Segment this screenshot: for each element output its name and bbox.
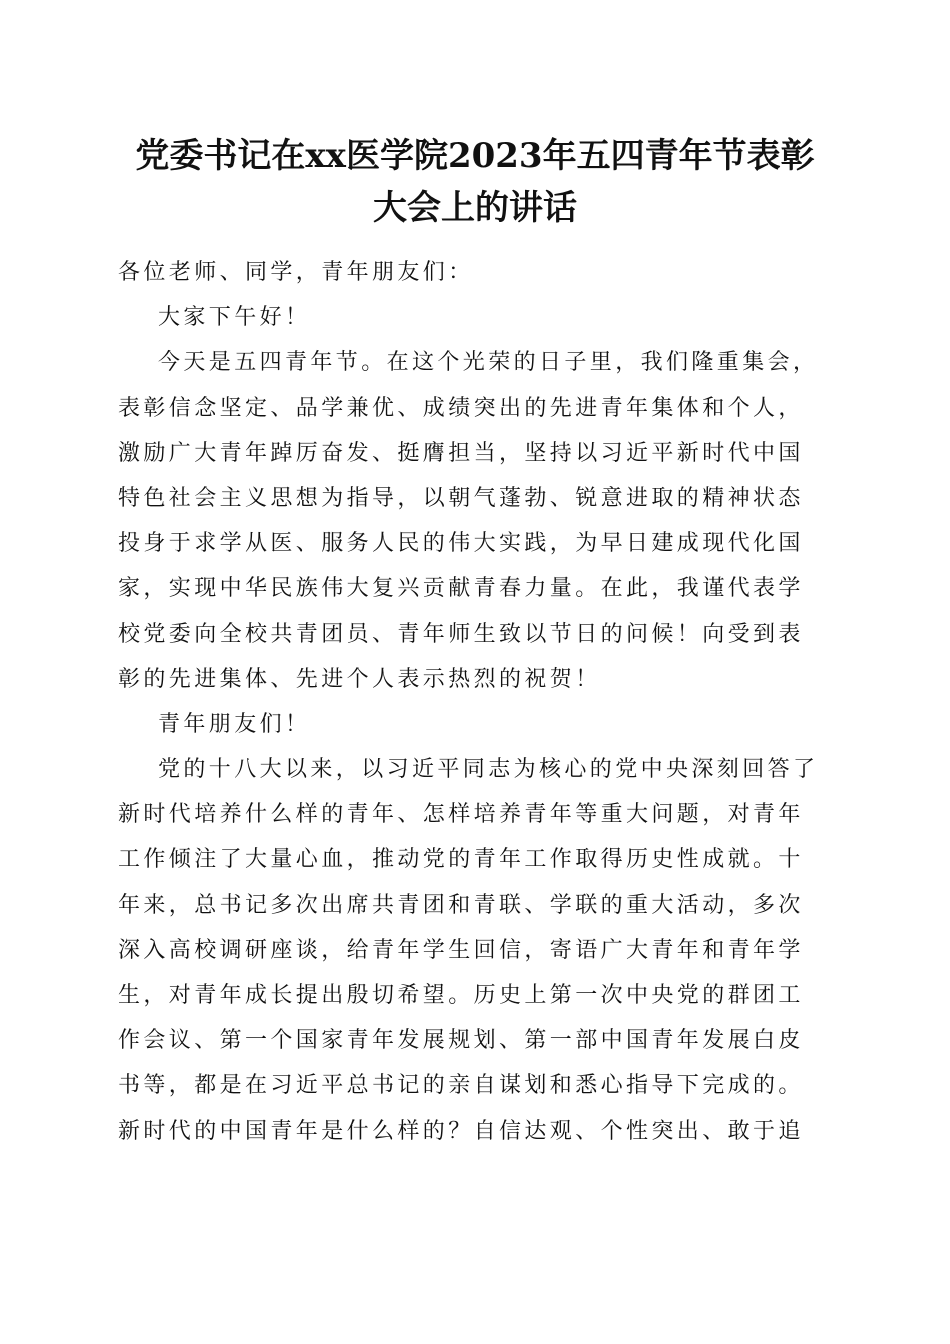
paragraph-line: 校党委向全校共青团员、青年师生致以节日的问候！向受到表 xyxy=(118,621,804,647)
paragraph-line: 投身于求学从医、服务人民的伟大实践，为早日建成现代化国 xyxy=(118,531,804,557)
paragraph-line: 党的十八大以来，以习近平同志为核心的党中央深刻回答了 xyxy=(158,757,819,783)
paragraph-line: 家，实现中华民族伟大复兴贡献青春力量。在此，我谨代表学 xyxy=(118,576,804,602)
paragraph-line: 新时代的中国青年是什么样的？自信达观、个性突出、敢于追 xyxy=(118,1118,804,1144)
title-line-2: 大会上的讲话 xyxy=(373,188,577,228)
paragraph-line: 书等，都是在习近平总书记的亲自谋划和悉心指导下完成的。 xyxy=(118,1073,804,1099)
paragraph-line: 工作倾注了大量心血，推动党的青年工作取得历史性成就。十 xyxy=(118,847,804,873)
address-youth: 青年朋友们！ xyxy=(158,711,311,737)
paragraph-line: 特色社会主义思想为指导，以朝气蓬勃、锐意进取的精神状态 xyxy=(118,485,804,511)
paragraph-line: 生，对青年成长提出殷切希望。历史上第一次中央党的群团工 xyxy=(118,983,804,1008)
paragraph-1 xyxy=(118,340,830,702)
paragraph-line: 表彰信念坚定、品学兼优、成绩突出的先进青年集体和个人， xyxy=(118,395,804,421)
paragraph-line: 作会议、第一个国家青年发展规划、第一部中国青年发展白皮 xyxy=(118,1028,804,1054)
document-title xyxy=(100,130,850,234)
title-line-1: 党委书记在xx医学院2023年五四青年节表彰 xyxy=(135,136,815,176)
paragraph-line: 深入高校调研座谈，给青年学生回信，寄语广大青年和青年学 xyxy=(118,937,804,963)
salutation: 各位老师、同学，青年朋友们： xyxy=(118,260,474,285)
document-body xyxy=(118,250,830,1154)
paragraph-line: 今天是五四青年节。在这个光荣的日子里，我们隆重集会， xyxy=(158,350,819,376)
paragraph-line: 新时代培养什么样的青年、怎样培养青年等重大问题，对青年 xyxy=(118,802,804,828)
paragraph-line: 年来，总书记多次出席共青团和青联、学联的重大活动，多次 xyxy=(118,892,804,918)
greeting: 大家下午好！ xyxy=(158,305,311,331)
paragraph-2 xyxy=(118,747,830,1154)
paragraph-line: 彰的先进集体、先进个人表示热烈的祝贺！ xyxy=(118,666,601,692)
paragraph-line: 激励广大青年踔厉奋发、挺膺担当，坚持以习近平新时代中国 xyxy=(118,440,804,466)
